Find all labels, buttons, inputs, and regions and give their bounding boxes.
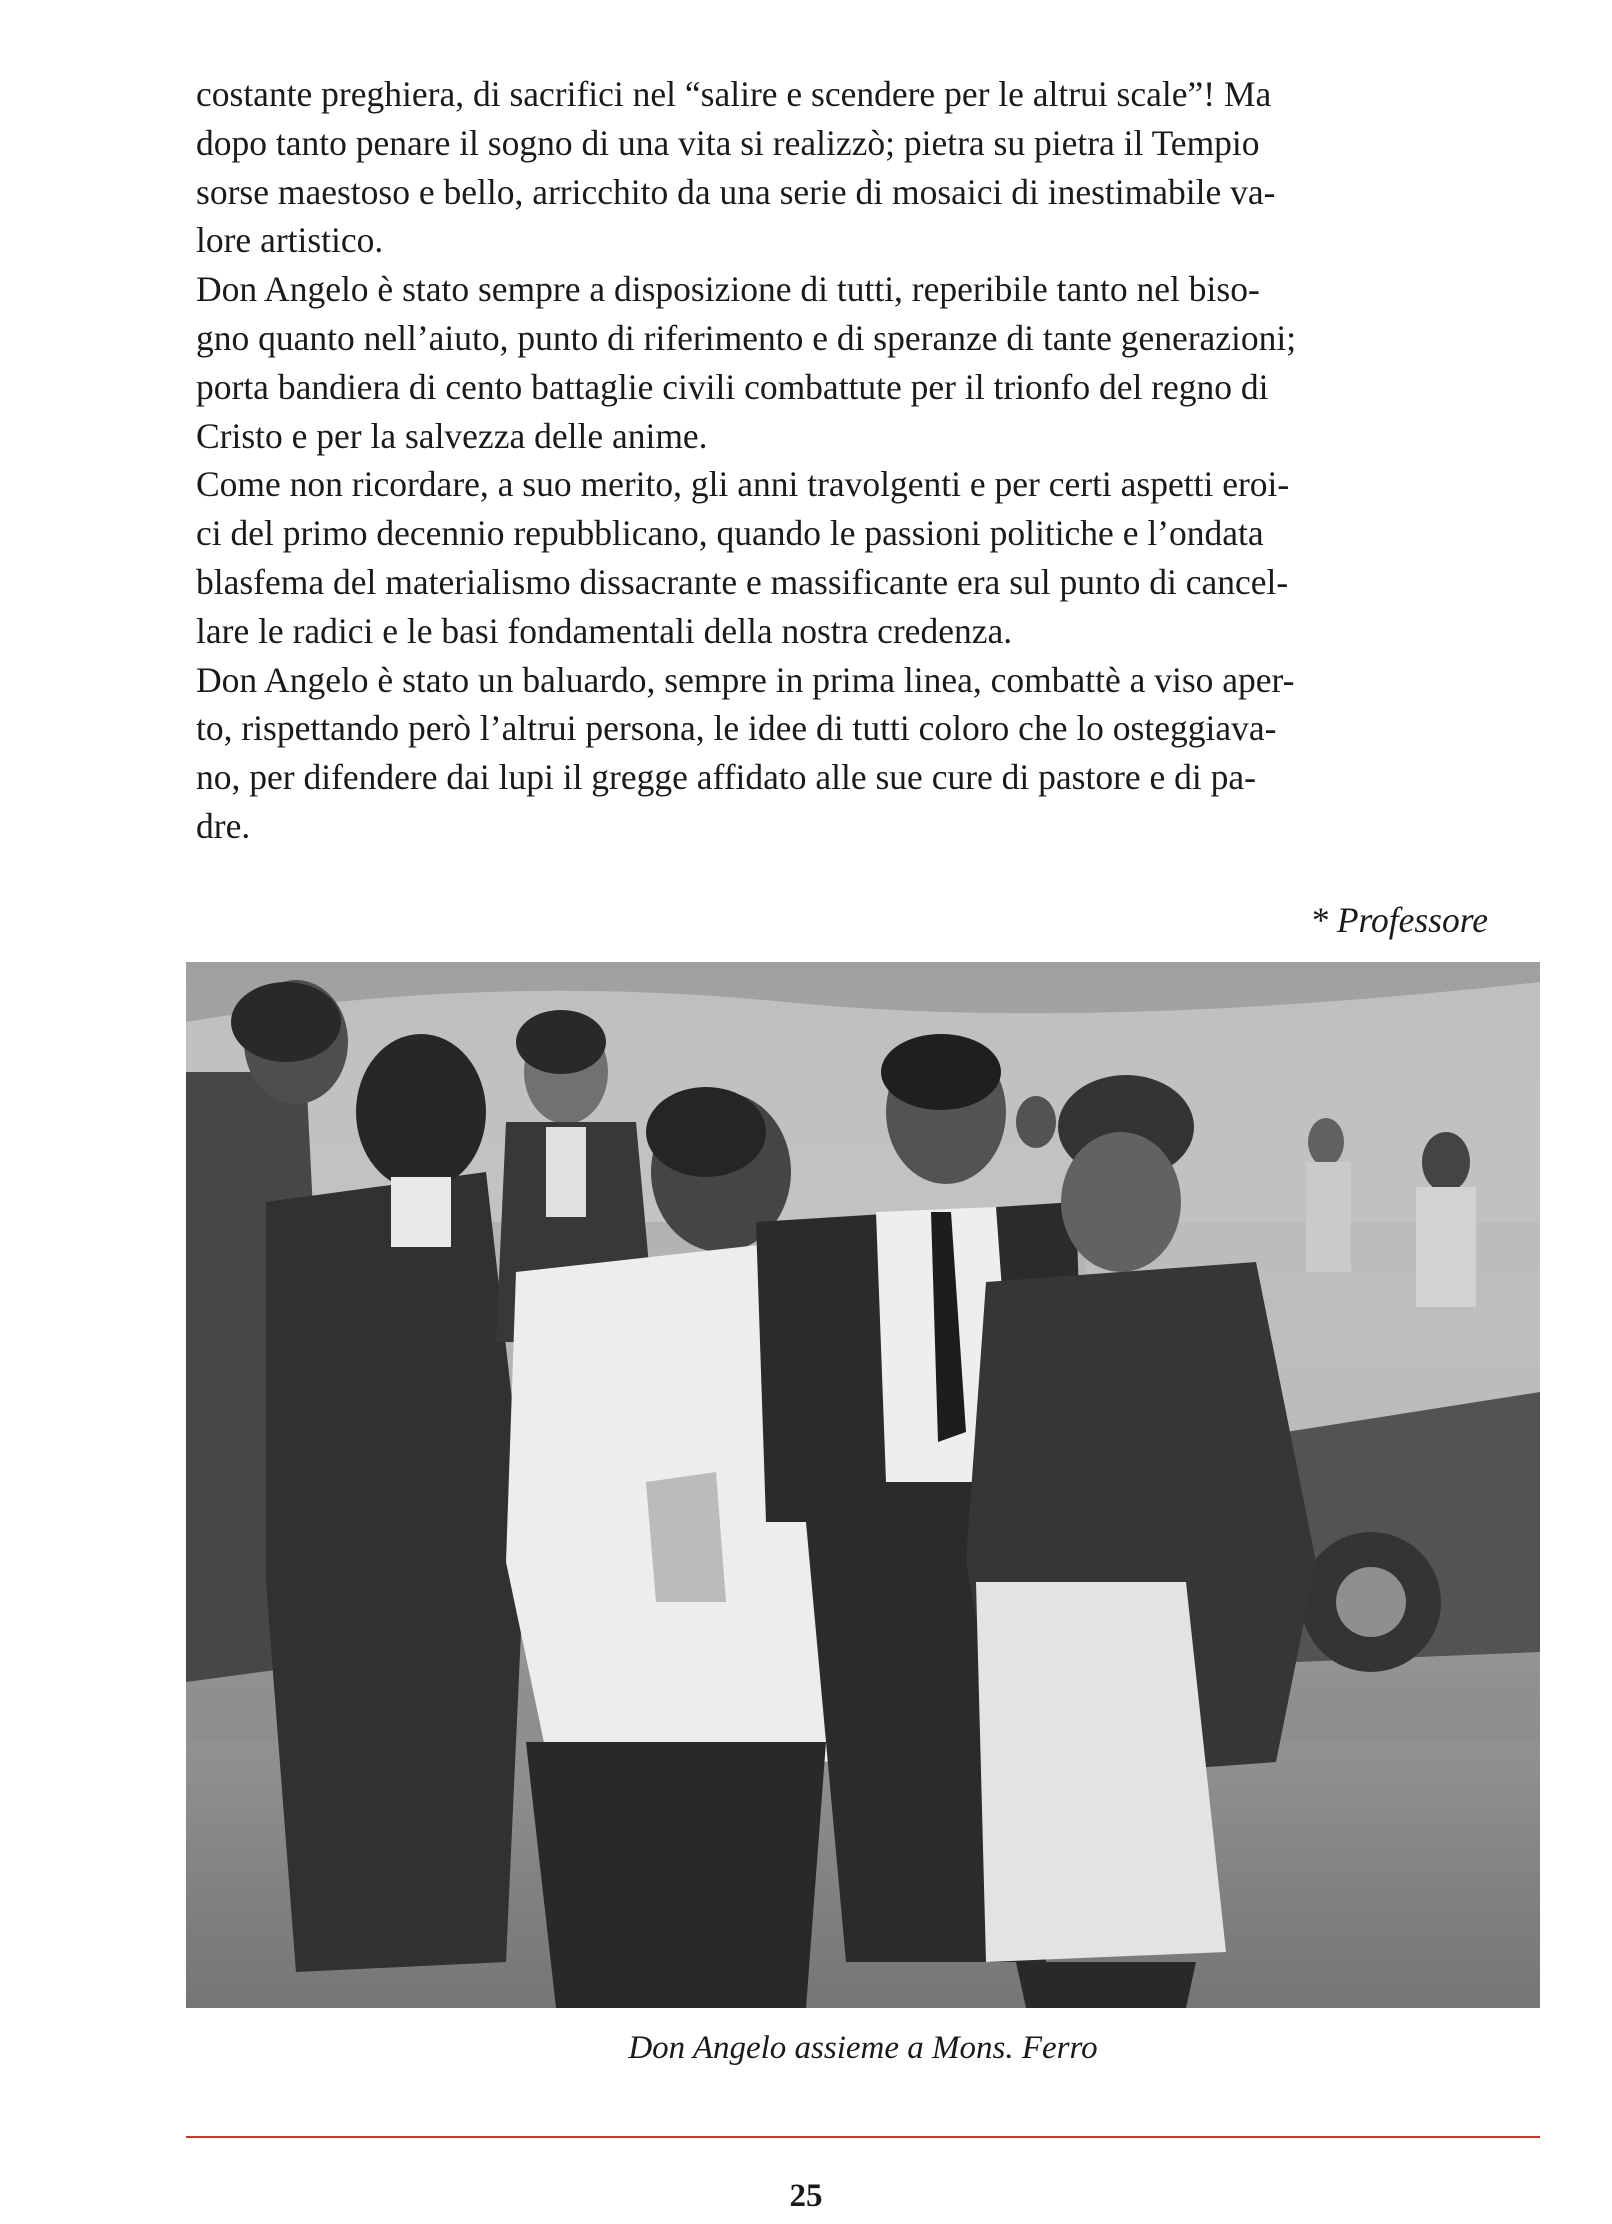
paragraph-1: costante preghiera, di sacrifici nel “salire e scendere per le altrui scale”! Ma dopo tanto penare il sogno di una vita si realizzò; pietra su pietra il Tempio sorse maestoso e bello, arricchito da una serie di mosaici di inestimabile va- lore artistico. <box>196 74 1276 261</box>
photo-illustration <box>186 962 1540 2008</box>
body-text <box>196 70 1486 851</box>
paragraph-3: Come non ricordare, a suo merito, gli anni travolgenti e per certi aspetti eroi- ci del primo decennio repubblicano, quando le passioni politiche e l’ondata blasfema del materialismo dissacrante e massificante era sul punto di cancel- lare le radici e le basi fondamentali della nostra credenza. <box>196 464 1290 651</box>
paragraph-2: Don Angelo è stato sempre a disposizione di tutti, reperibile tanto nel biso- gno quanto nell’aiuto, punto di riferimento e di speranze di tante generazioni; porta bandiera di cento battaglie civili combattute per il trionfo del regno di Cristo e per la salvezza delle anime. <box>196 269 1297 456</box>
page-number: 25 <box>789 2178 823 2214</box>
footer-rule <box>186 2136 1540 2138</box>
author-signature: * Professore <box>1310 900 1488 940</box>
black-and-white-photograph <box>186 962 1540 2008</box>
paragraph-4: Don Angelo è stato un baluardo, sempre in prima linea, combattè a viso aper- to, rispettando però l’altrui persona, le idee di tutti coloro che lo osteggiava- no, per difendere dai lupi il gregge affidato alle sue cure di pastore e di pa- dre. <box>196 659 1295 846</box>
photo-caption: Don Angelo assieme a Mons. Ferro <box>628 2030 1098 2066</box>
